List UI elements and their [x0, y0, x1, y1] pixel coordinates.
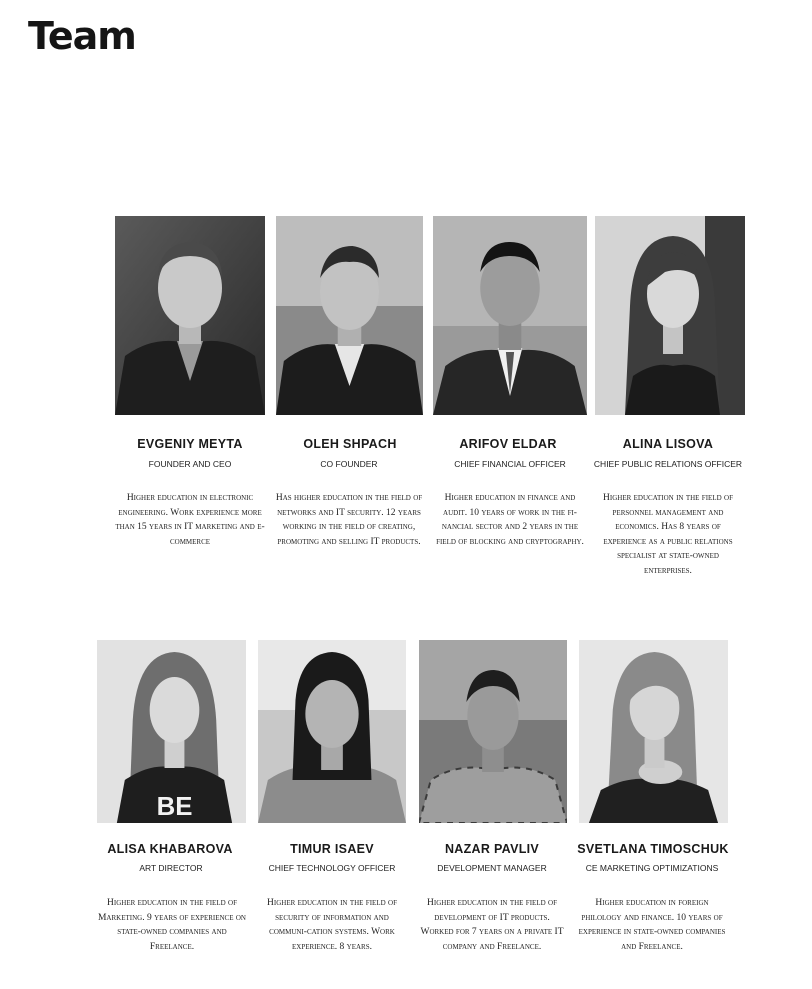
- member-photo: [595, 216, 745, 415]
- member-role: CHIEF FINANCIAL OFFICER: [454, 459, 566, 469]
- member-role: FOUNDER AND CEO: [148, 459, 232, 469]
- member-role: ART DIRECTOR: [139, 863, 203, 873]
- member-name: ALISA KHABAROVA: [107, 842, 233, 856]
- member-bio: Higher education in the field of development of IT products. Worked for 7 years on a private IT company and Freelance.: [420, 898, 564, 952]
- member-name: OLEH SHPACH: [303, 437, 397, 451]
- member-role: DEVELOPMENT MANAGER: [437, 863, 547, 873]
- member-photo: [258, 640, 406, 823]
- member-photo: [419, 640, 567, 823]
- member-photo: [97, 640, 246, 823]
- member-name: ALINA LISOVA: [622, 437, 714, 451]
- member-name: TIMUR ISAEV: [290, 842, 374, 856]
- member-name: EVGENIY MEYTA: [137, 437, 243, 451]
- member-photo: [433, 216, 587, 415]
- member-bio: Higher education in the field of security of information and communi-cation systems. Work experience. 8 years.: [267, 898, 397, 952]
- member-role: CO FOUNDER: [320, 459, 378, 469]
- member-role: CHIEF PUBLIC RELATIONS OFFICER: [593, 459, 743, 469]
- member-name: ARIFOV ELDAR: [459, 437, 557, 451]
- member-bio: Has higher education in the field of networks and IT security. 12 years working in the field of creating, promoting and selling IT products.: [275, 493, 423, 547]
- member-photo: [115, 216, 265, 415]
- member-role: CE MARKETING OPTIMIZATIONS: [585, 863, 719, 873]
- page-title: Team: [28, 14, 136, 58]
- member-bio: Higher education in the field of Marketing. 9 years of experience on state-owned companies and Freelance.: [97, 898, 246, 952]
- member-photo: [579, 640, 728, 823]
- member-bio: Higher education in finance and audit. 10 years of work in the fi-nancial sector and 2 years in the field of blocking and cryptography.: [436, 493, 584, 547]
- svg-text:BE: BE: [156, 792, 193, 822]
- member-name: SVETLANA TIMOSCHUK: [577, 842, 729, 856]
- member-bio: Higher education in foreign philology and finance. 10 years of experience in state-owned companies and Freelance.: [578, 898, 726, 952]
- member-name: NAZAR PAVLIV: [444, 842, 540, 856]
- member-bio: Higher education in the field of personnel management and economics. Has 8 years of experience as a public relations specialist at state-owned enterprises.: [603, 493, 733, 576]
- member-bio: Higher education in electronic engineering. Work experience more than 15 years in IT marketing and e-commerce: [115, 493, 265, 547]
- member-role: CHIEF TECHNOLOGY OFFICER: [268, 863, 396, 873]
- member-photo: [276, 216, 423, 415]
